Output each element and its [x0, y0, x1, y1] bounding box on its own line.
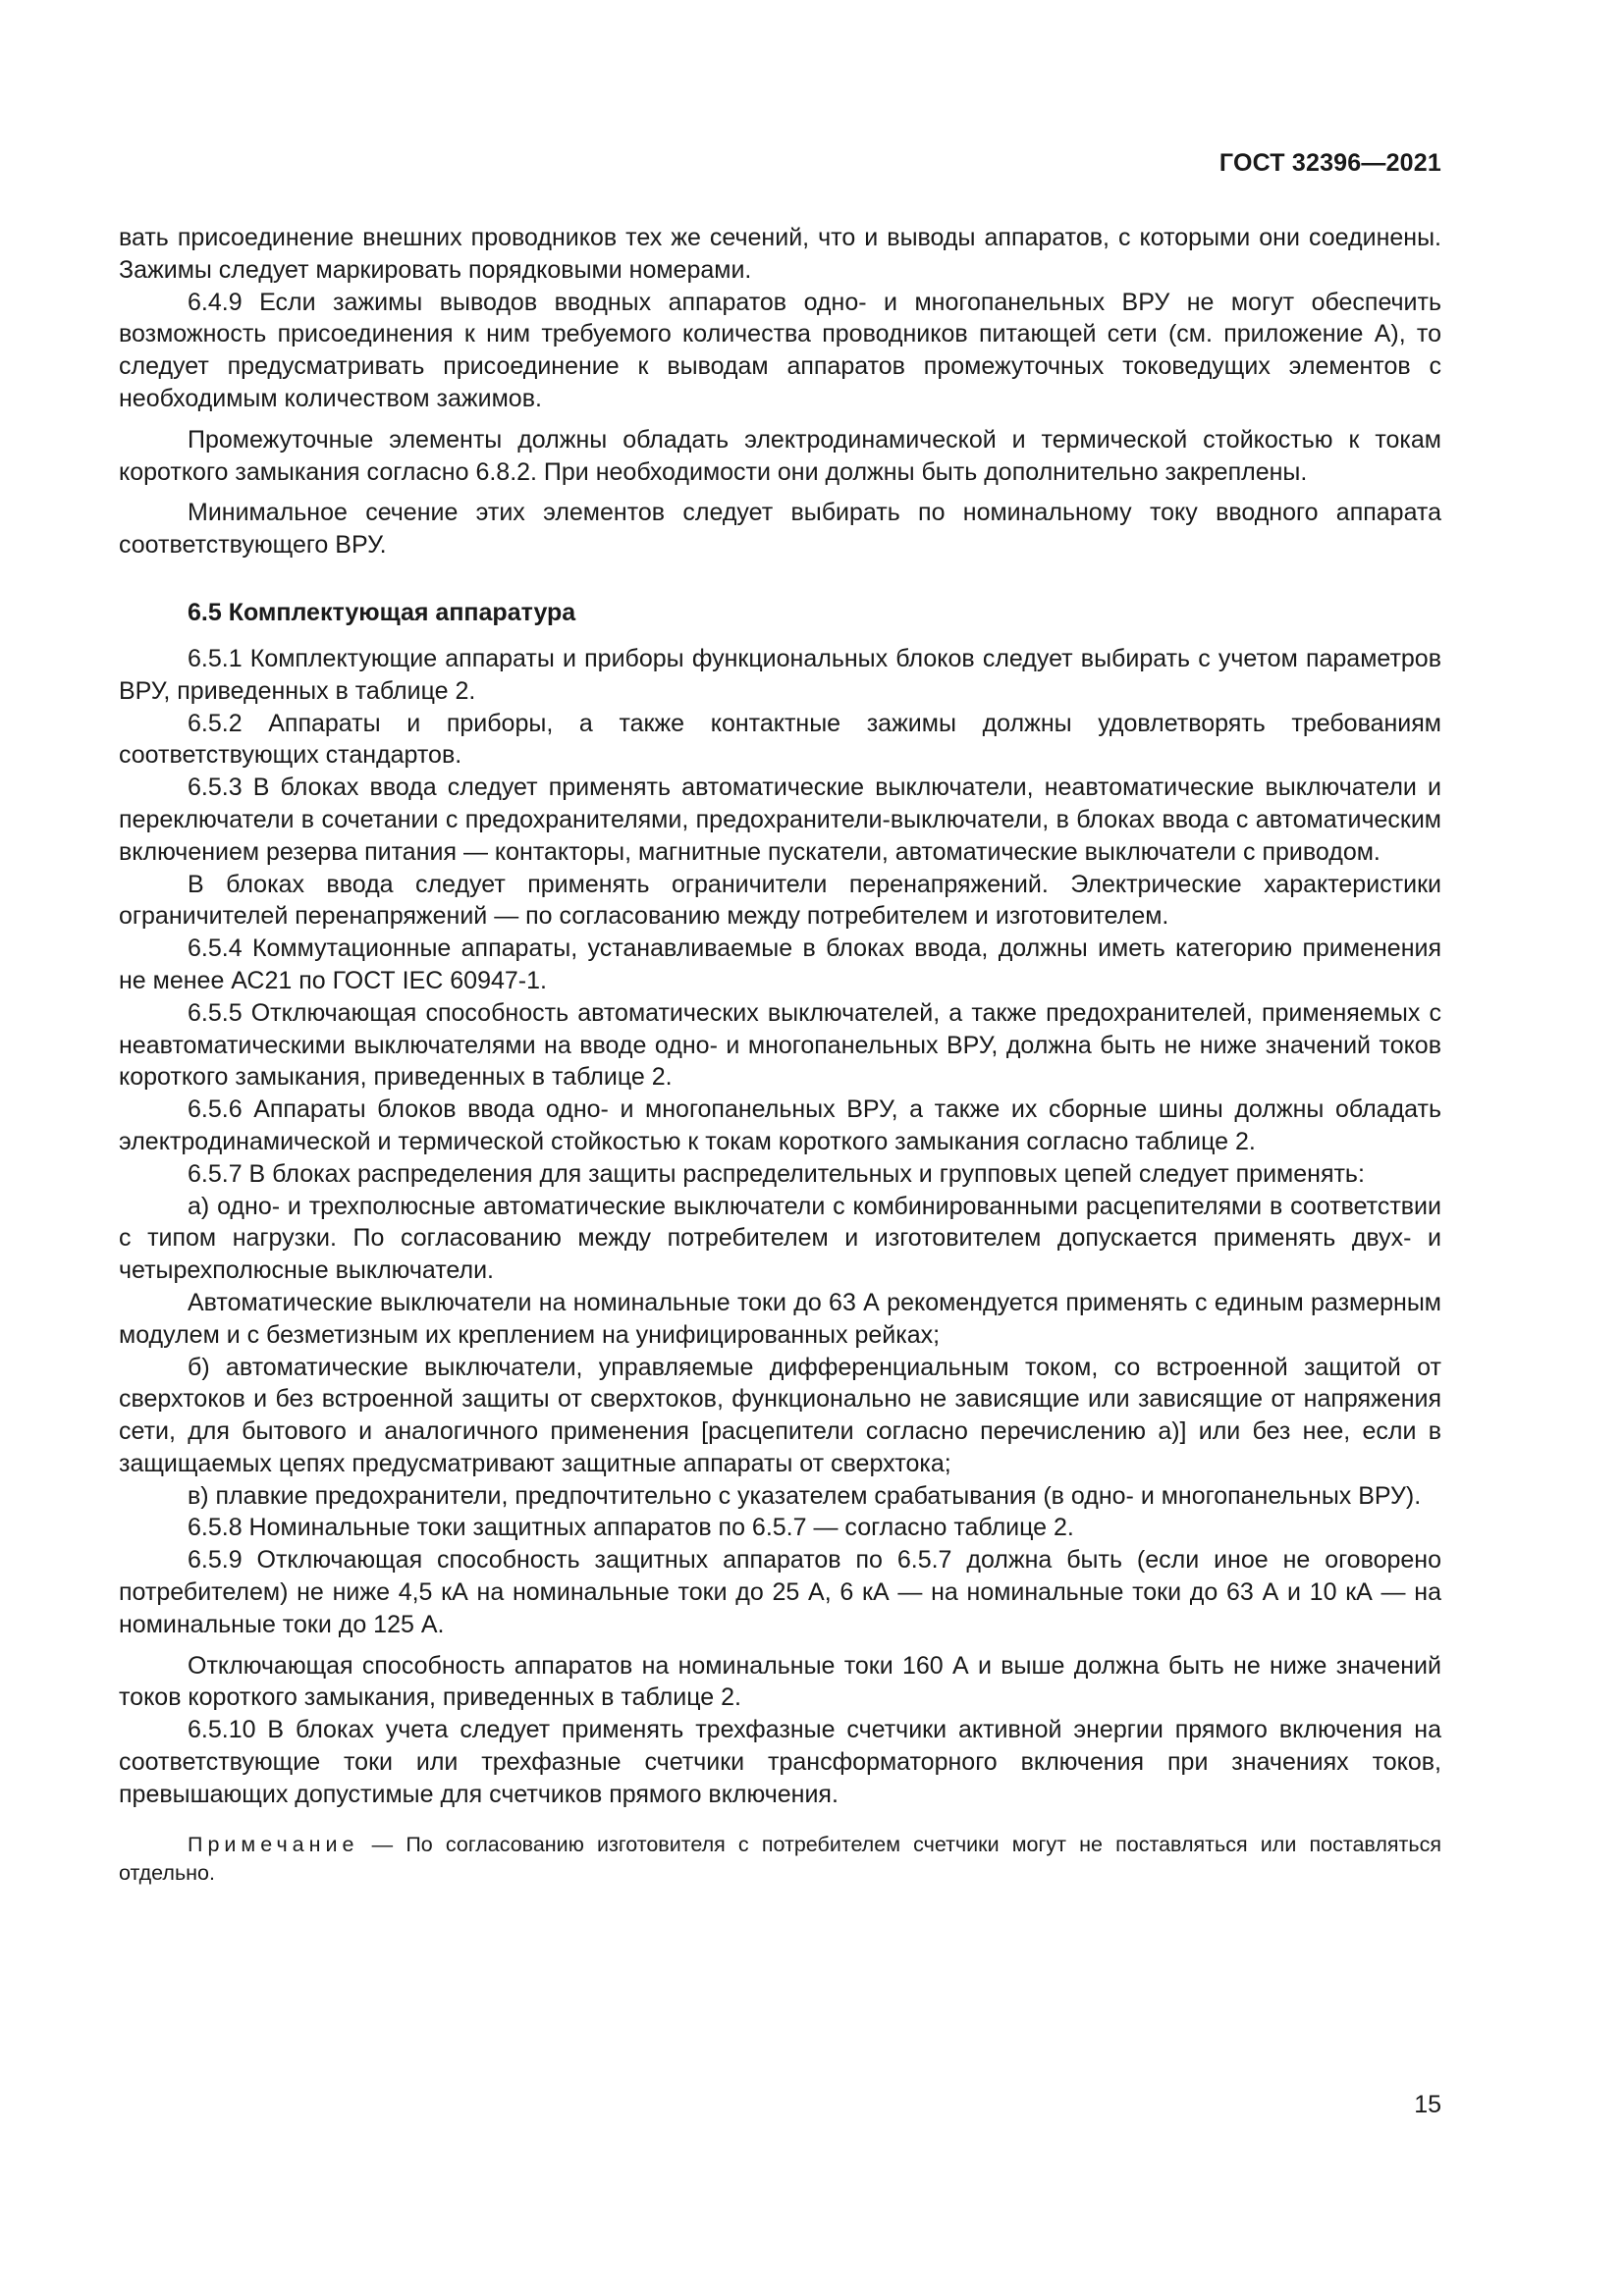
clause-6-5-1: 6.5.1 Комплектующие аппараты и приборы функциональных блоков следует выбирать с учетом параметров ВРУ, приведенных в таблице 2.	[119, 644, 1441, 705]
paragraph-breaking-capacity: Отключающая способность аппаратов на номинальные токи 160 А и выше должна быть не ниже значений токов короткого замыкания, приведенных в таблице 2.	[119, 1651, 1441, 1712]
page-number: 15	[1414, 2091, 1441, 2118]
paragraph-circuit-breakers-63a: Автоматические выключатели на номинальные токи до 63 А рекомендуется применять с единым размерным модулем и с безметизным их креплением на унифицированных рейках;	[119, 1288, 1441, 1349]
document-standard-header: ГОСТ 32396—2021	[1218, 149, 1441, 177]
list-item-v: в) плавкие предохранители, предпочтительно с указателем срабатывания (в одно- и многопанельных ВРУ).	[188, 1481, 1422, 1510]
document-body	[119, 222, 1441, 1888]
note	[119, 1831, 1441, 1888]
clause-6-5-6: 6.5.6 Аппараты блоков ввода одно- и многопанельных ВРУ, а также их сборные шины должны обладать электродинамической и термической стойкостью к токам короткого замыкания согласно таблице 2.	[119, 1095, 1441, 1155]
clause-6-5-9: 6.5.9 Отключающая способность защитных аппаратов по 6.5.7 должна быть (если иное не оговорено потребителем) не ниже 4,5 кА на номинальные токи до 25 А, 6 кА — на номинальные токи до 63 А и 10 кА — на номинальные токи до 125 А.	[119, 1546, 1441, 1638]
clause-6-5-10: 6.5.10 В блоках учета следует применять трехфазные счетчики активной энергии прямого включения на соответствующие токи или трехфазные счетчики трансформаторного включения при значениях токов, превышающих допустимые для счетчиков прямого включения.	[119, 1716, 1441, 1808]
note-text: — По согласованию изготовителя с потребителем счетчики могут не поставляться или поставляться отдельно.	[119, 1832, 1441, 1885]
list-item-a: а) одно- и трехполюсные автоматические выключатели с комбинированными расцепителями в соответствии с типом нагрузки. По согласованию между потребителем и изготовителем допускается применять двух- и четырехполюсные выключатели.	[119, 1192, 1441, 1285]
clause-6-5-7: 6.5.7 В блоках распределения для защиты распределительных и групповых цепей следует применять:	[188, 1159, 1365, 1188]
paragraph-surge-limiters: В блоках ввода следует применять ограничители перенапряжений. Электрические характеристики ограничителей перенапряжений — по согласованию между потребителем и изготовителем.	[119, 870, 1441, 931]
list-item-b: б) автоматические выключатели, управляемые дифференциальным током, со встроенной защитой от сверхтоков и без встроенной защиты от сверхтоков, функционально не зависящие или зависящие от напряжения сети, для бытового и аналогичного применения [расцепители согласно перечислению а)] или без нее, если в защищаемых цепях предусматривают защитные аппараты от сверхтока;	[119, 1353, 1441, 1477]
clause-6-5-8: 6.5.8 Номинальные токи защитных аппаратов по 6.5.7 — согласно таблице 2.	[188, 1514, 1074, 1542]
paragraph-continuation: вать присоединение внешних проводников тех же сечений, что и выводы аппаратов, с которыми они соединены. Зажимы следует маркировать порядковыми номерами.	[119, 224, 1441, 284]
paragraph-intermediate-elements: Промежуточные элементы должны обладать электродинамической и термической стойкостью к токам короткого замыкания согласно 6.8.2. При необходимости они должны быть дополнительно закреплены.	[119, 425, 1441, 486]
clause-6-5-3: 6.5.3 В блоках ввода следует применять автоматические выключатели, неавтоматические выключатели и переключатели в сочетании с предохранителями, предохранители-выключатели, в блоках ввода с автоматическим включением резерва питания — контакторы, магнитные пускатели, автоматические выключатели с приводом.	[119, 774, 1441, 866]
clause-6-5-2: 6.5.2 Аппараты и приборы, а также контактные зажимы должны удовлетворять требованиям соответствующих стандартов.	[119, 709, 1441, 770]
clause-6-5-4: 6.5.4 Коммутационные аппараты, устанавливаемые в блоках ввода, должны иметь категорию применения не менее АС21 по ГОСТ IEC 60947-1.	[119, 934, 1441, 994]
clause-6-4-9: 6.4.9 Если зажимы выводов вводных аппаратов одно- и многопанельных ВРУ не могут обеспечить возможность присоединения к ним требуемого количества проводников питающей сети (см. приложение А), то следует предусматривать присоединение к выводам аппаратов промежуточных токоведущих элементов с необходимым количеством зажимов.	[119, 288, 1441, 412]
clause-6-5-5: 6.5.5 Отключающая способность автоматических выключателей, а также предохранителей, применяемых с неавтоматическими выключателями на вводе одно- и многопанельных ВРУ, должна быть не ниже значений токов короткого замыкания, приведенных в таблице 2.	[119, 998, 1441, 1092]
paragraph-minimal-section: Минимальное сечение этих элементов следует выбирать по номинальному току вводного аппарата соответствующего ВРУ.	[119, 499, 1441, 560]
note-label: Примечание	[188, 1832, 359, 1856]
section-heading-6-5: 6.5 Комплектующая аппаратура	[188, 598, 576, 626]
